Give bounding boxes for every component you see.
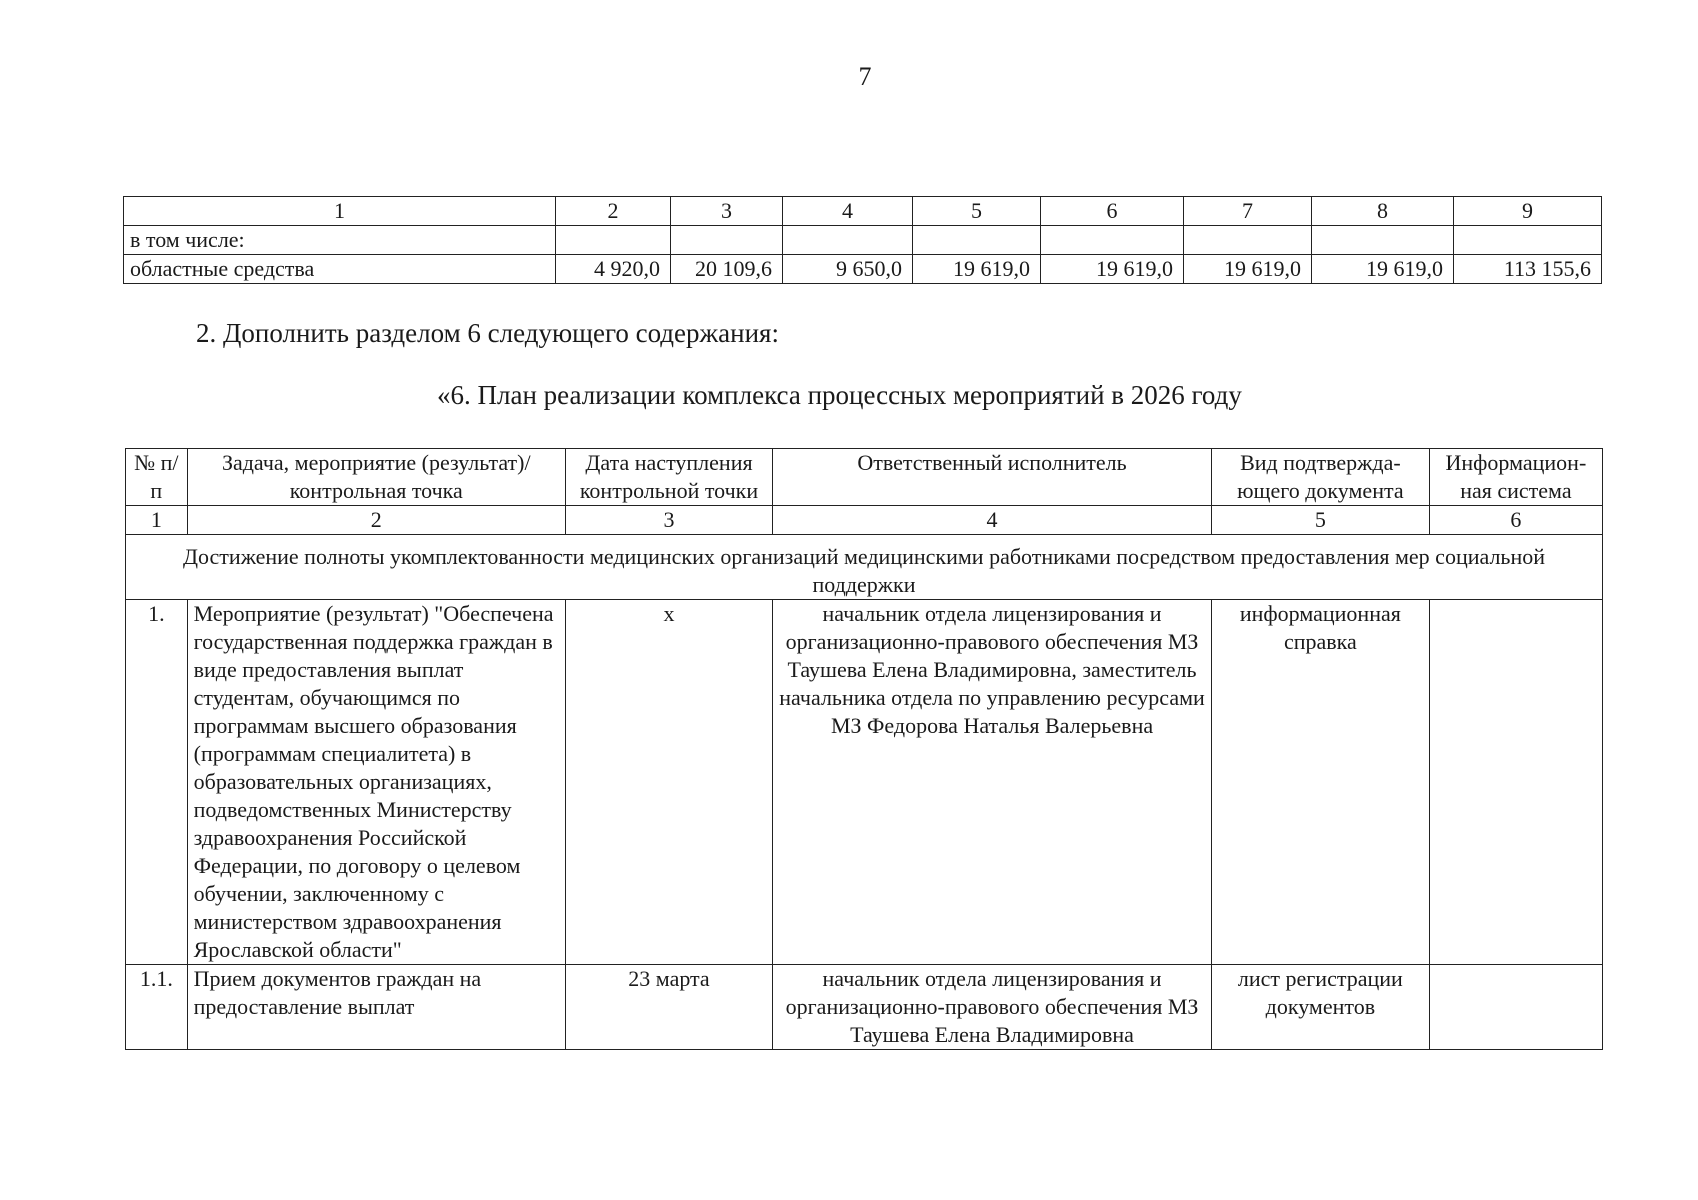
- finance-cell: 20 109,6: [671, 255, 783, 284]
- group-title: Достижение полноты укомплектованности медицинских организаций медицинскими работниками посредством предоставления мер социальной поддержки: [126, 535, 1603, 600]
- finance-row-label: в том числе:: [124, 226, 556, 255]
- finance-cell: 19 619,0: [913, 255, 1041, 284]
- table-row: [126, 965, 1603, 1050]
- row-executor: начальник отдела лицензирования и организационно-правового обеспечения МЗ Таушева Елена Владимировна: [773, 965, 1212, 1050]
- finance-cell: [1041, 226, 1184, 255]
- finance-cell: [1454, 226, 1602, 255]
- column-number: 1: [126, 506, 188, 535]
- row-executor: начальник отдела лицензирования и организационно-правового обеспечения МЗ Таушева Елена Владимировна, заместитель начальника отдела по управлению ресурсами МЗ Федорова Наталья Валерьевна: [773, 600, 1212, 965]
- finance-cell: [783, 226, 913, 255]
- finance-header-cell: 6: [1041, 197, 1184, 226]
- column-number: 6: [1429, 506, 1602, 535]
- finance-table: [123, 196, 1602, 284]
- amendment-paragraph: 2. Дополнить разделом 6 следующего содержания:: [196, 318, 779, 348]
- finance-cell: [556, 226, 671, 255]
- page-number: 7: [858, 62, 872, 91]
- plan-header-row: [126, 449, 1603, 506]
- finance-row-label: областные средства: [124, 255, 556, 284]
- row-document: лист регистрации документов: [1211, 965, 1429, 1050]
- finance-cell: 19 619,0: [1041, 255, 1184, 284]
- finance-header-row: [124, 197, 1602, 226]
- plan-column-numbers-row: [126, 506, 1603, 535]
- finance-header-cell: 2: [556, 197, 671, 226]
- finance-cell: 19 619,0: [1312, 255, 1454, 284]
- row-number: 1.: [126, 600, 188, 965]
- header-executor: Ответственный исполнитель: [773, 449, 1212, 506]
- row-date: х: [565, 600, 772, 965]
- finance-cell: 4 920,0: [556, 255, 671, 284]
- row-task: Прием документов граждан на предоставление выплат: [187, 965, 565, 1050]
- finance-header-cell: 1: [124, 197, 556, 226]
- finance-cell: 19 619,0: [1184, 255, 1312, 284]
- finance-header-cell: 9: [1454, 197, 1602, 226]
- column-number: 3: [565, 506, 772, 535]
- row-date: 23 марта: [565, 965, 772, 1050]
- header-number: № п/п: [126, 449, 188, 506]
- finance-cell: [913, 226, 1041, 255]
- header-task: Задача, мероприятие (результат)/ контрольная точка: [187, 449, 565, 506]
- finance-header-cell: 3: [671, 197, 783, 226]
- column-number: 5: [1211, 506, 1429, 535]
- finance-header-cell: 4: [783, 197, 913, 226]
- finance-cell: 113 155,6: [1454, 255, 1602, 284]
- column-number: 2: [187, 506, 565, 535]
- finance-cell: [1312, 226, 1454, 255]
- section-title: «6. План реализации комплекса процессных мероприятий в 2026 году: [437, 380, 1242, 410]
- plan-group-row: [126, 535, 1603, 600]
- finance-row-regional: [124, 255, 1602, 284]
- row-system: [1429, 600, 1602, 965]
- finance-cell: [1184, 226, 1312, 255]
- finance-header-cell: 5: [913, 197, 1041, 226]
- finance-row-including: [124, 226, 1602, 255]
- row-number: 1.1.: [126, 965, 188, 1050]
- finance-header-cell: 8: [1312, 197, 1454, 226]
- row-task: Мероприятие (результат) "Обеспечена государственная поддержка граждан в виде предоставления выплат студентам, обучающимся по программам высшего образования (программам специалитета) в образовательных организациях, подведомственных Министерству здравоохранения Российской Федерации, по договору о целевом обучении, заключенному с министерством здравоохранения Ярославской области": [187, 600, 565, 965]
- header-system: Информацион-ная система: [1429, 449, 1602, 506]
- row-document: информационная справка: [1211, 600, 1429, 965]
- plan-table: [125, 448, 1603, 1050]
- table-row: [126, 600, 1603, 965]
- finance-cell: 9 650,0: [783, 255, 913, 284]
- finance-header-cell: 7: [1184, 197, 1312, 226]
- row-system: [1429, 965, 1602, 1050]
- column-number: 4: [773, 506, 1212, 535]
- header-document: Вид подтвержда-ющего документа: [1211, 449, 1429, 506]
- header-date: Дата наступления контрольной точки: [565, 449, 772, 506]
- finance-cell: [671, 226, 783, 255]
